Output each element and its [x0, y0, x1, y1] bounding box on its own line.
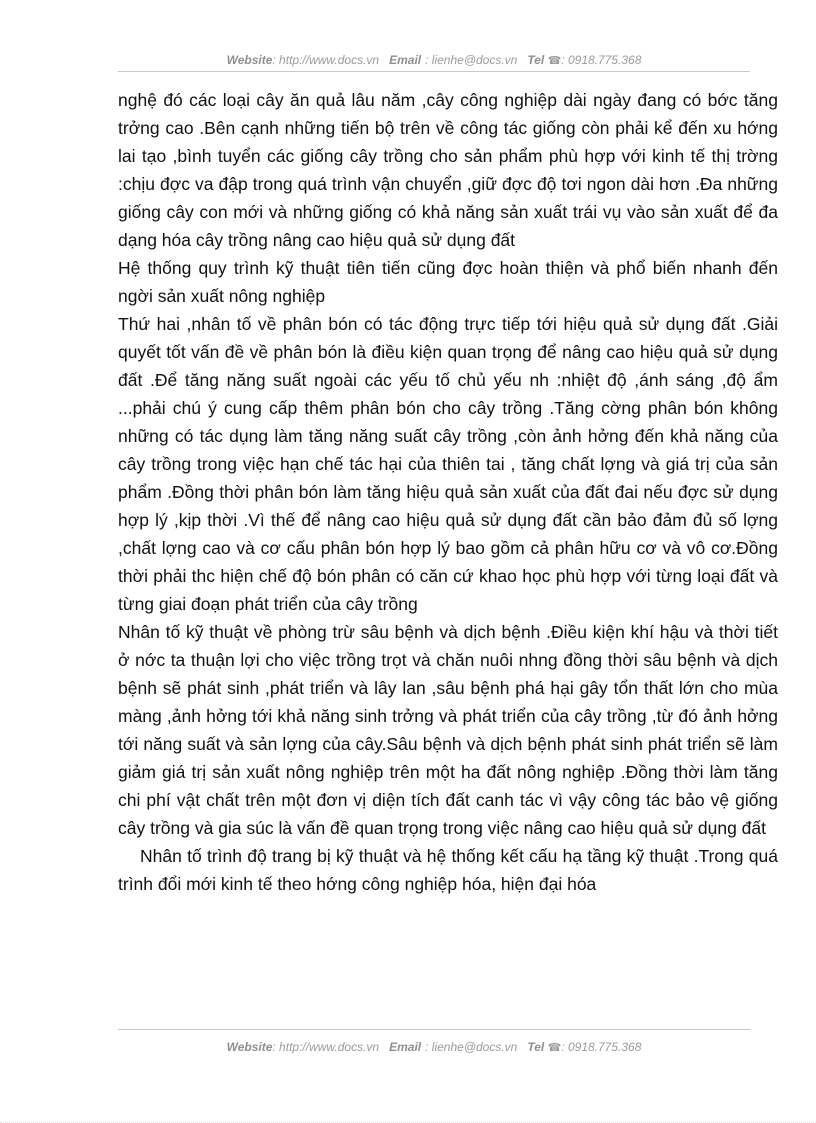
paragraph-1: nghệ đó các loại cây ăn quả lâu năm ,cây công nghiệp dài ngày đang có bớc tăng trởng cao .Bên cạnh những tiến bộ trên về công tác giống còn phải kể đến xu hớng lai tạo ,bình tuyển các giống cây trồng cho sản phẩm phù hợp với kinh tế thị trờng :chịu đợc va đập trong quá trình vận chuyển ,giữ đợc độ tơi ngon dài hơn .Đa những giống cây con mới và những giống có khả năng sản xuất trái vụ vào sản xuất để đa dạng hóa cây trồng nâng cao hiệu quả sử dụng đất	[118, 90, 778, 250]
phone-icon: ☎	[547, 1042, 562, 1054]
header-email-value[interactable]: : lienhe@docs.vn	[425, 53, 518, 67]
footer-divider	[118, 1029, 750, 1030]
document-body	[118, 86, 778, 898]
header-tel-value: : 0918.775.368	[561, 53, 642, 67]
header-email-label: Email	[389, 53, 422, 67]
footer-email-value[interactable]: : lienhe@docs.vn	[425, 1040, 518, 1054]
header-website-label: Website	[226, 53, 273, 67]
footer-website-url[interactable]: : http://www.docs.vn	[272, 1040, 380, 1054]
paragraph-4: Nhân tố kỹ thuật về phòng trừ sâu bệnh và dịch bệnh .Điều kiện khí hậu và thời tiết ở nớc ta thuận lợi cho việc trồng trọt và chăn nuôi nhng đồng thời sâu bệnh và dịch bệnh sẽ phát sinh ,phát triển và lây lan ,sâu bệnh phá hại gây tổn thất lớn cho mùa màng ,ảnh hởng tới khả năng sinh trởng và phát triển của cây trồng ,từ đó ảnh hởng tới năng suất và sản lợng của cây.Sâu bệnh và dịch bệnh phát sinh phát triển sẽ làm giảm giá trị sản xuất nông nghiệp trên một ha đất nông nghiệp .Đồng thời làm tăng chi phí vật chất trên một đơn vị diện tích đất canh tác vì vậy công tác bảo vệ giống cây trồng và gia súc là vấn đề quan trọng trong việc nâng cao hiệu quả sử dụng đất	[118, 622, 778, 838]
footer-tel-label: Tel	[527, 1040, 545, 1054]
page-footer	[118, 1040, 750, 1054]
footer-tel-value: : 0918.775.368	[561, 1040, 642, 1054]
header-tel-label: Tel	[527, 53, 545, 67]
footer-email-label: Email	[389, 1040, 422, 1054]
paragraph-2: Hệ thống quy trình kỹ thuật tiên tiến cũng đợc hoàn thiện và phổ biến nhanh đến ngời sản xuất nông nghiệp	[118, 258, 778, 306]
paragraph-3: Thứ hai ,nhân tố về phân bón có tác động trực tiếp tới hiệu quả sử dụng đất .Giải quyết tốt vấn đề về phân bón là điều kiện quan trọng để nâng cao hiệu quả sử dụng đất .Để tăng năng suất ngoài các yếu tố chủ yếu nh :nhiệt độ ,ánh sáng ,độ ẩm ...phải chú ý cung cấp thêm phân bón cho cây trồng .Tăng cờng phân bón không những có tác dụng làm tăng năng suất cây trồng ,còn ảnh hởng đến khả năng của cây trồng trong việc hạn chế tác hại của thiên tai , tăng chất lợng và giá trị của sản phẩm .Đồng thời phân bón làm tăng hiệu quả sản xuất của đất đai nếu đợc sử dụng hợp lý ,kịp thời .Vì thế để nâng cao hiệu quả sử dụng đất cần bảo đảm đủ số lợng ,chất lợng cao và cơ cấu phân bón hợp lý bao gồm cả phân hữu cơ và vô cơ.Đồng thời phải thc hiện chế độ bón phân có căn cứ khao học phù hợp với từng loại đất và từng giai đoạn phát triển của cây trồng	[118, 314, 778, 614]
phone-icon: ☎	[547, 55, 562, 67]
paragraph-5: Nhân tố trình độ trang bị kỹ thuật và hệ thống kết cấu hạ tầng kỹ thuật .Trong quá trình đổi mới kinh tế theo hớng công nghiệp hóa, hiện đại hóa	[118, 846, 778, 894]
page-header	[118, 53, 750, 67]
header-divider	[118, 71, 750, 72]
header-website-url[interactable]: : http://www.docs.vn	[272, 53, 380, 67]
footer-website-label: Website	[226, 1040, 273, 1054]
